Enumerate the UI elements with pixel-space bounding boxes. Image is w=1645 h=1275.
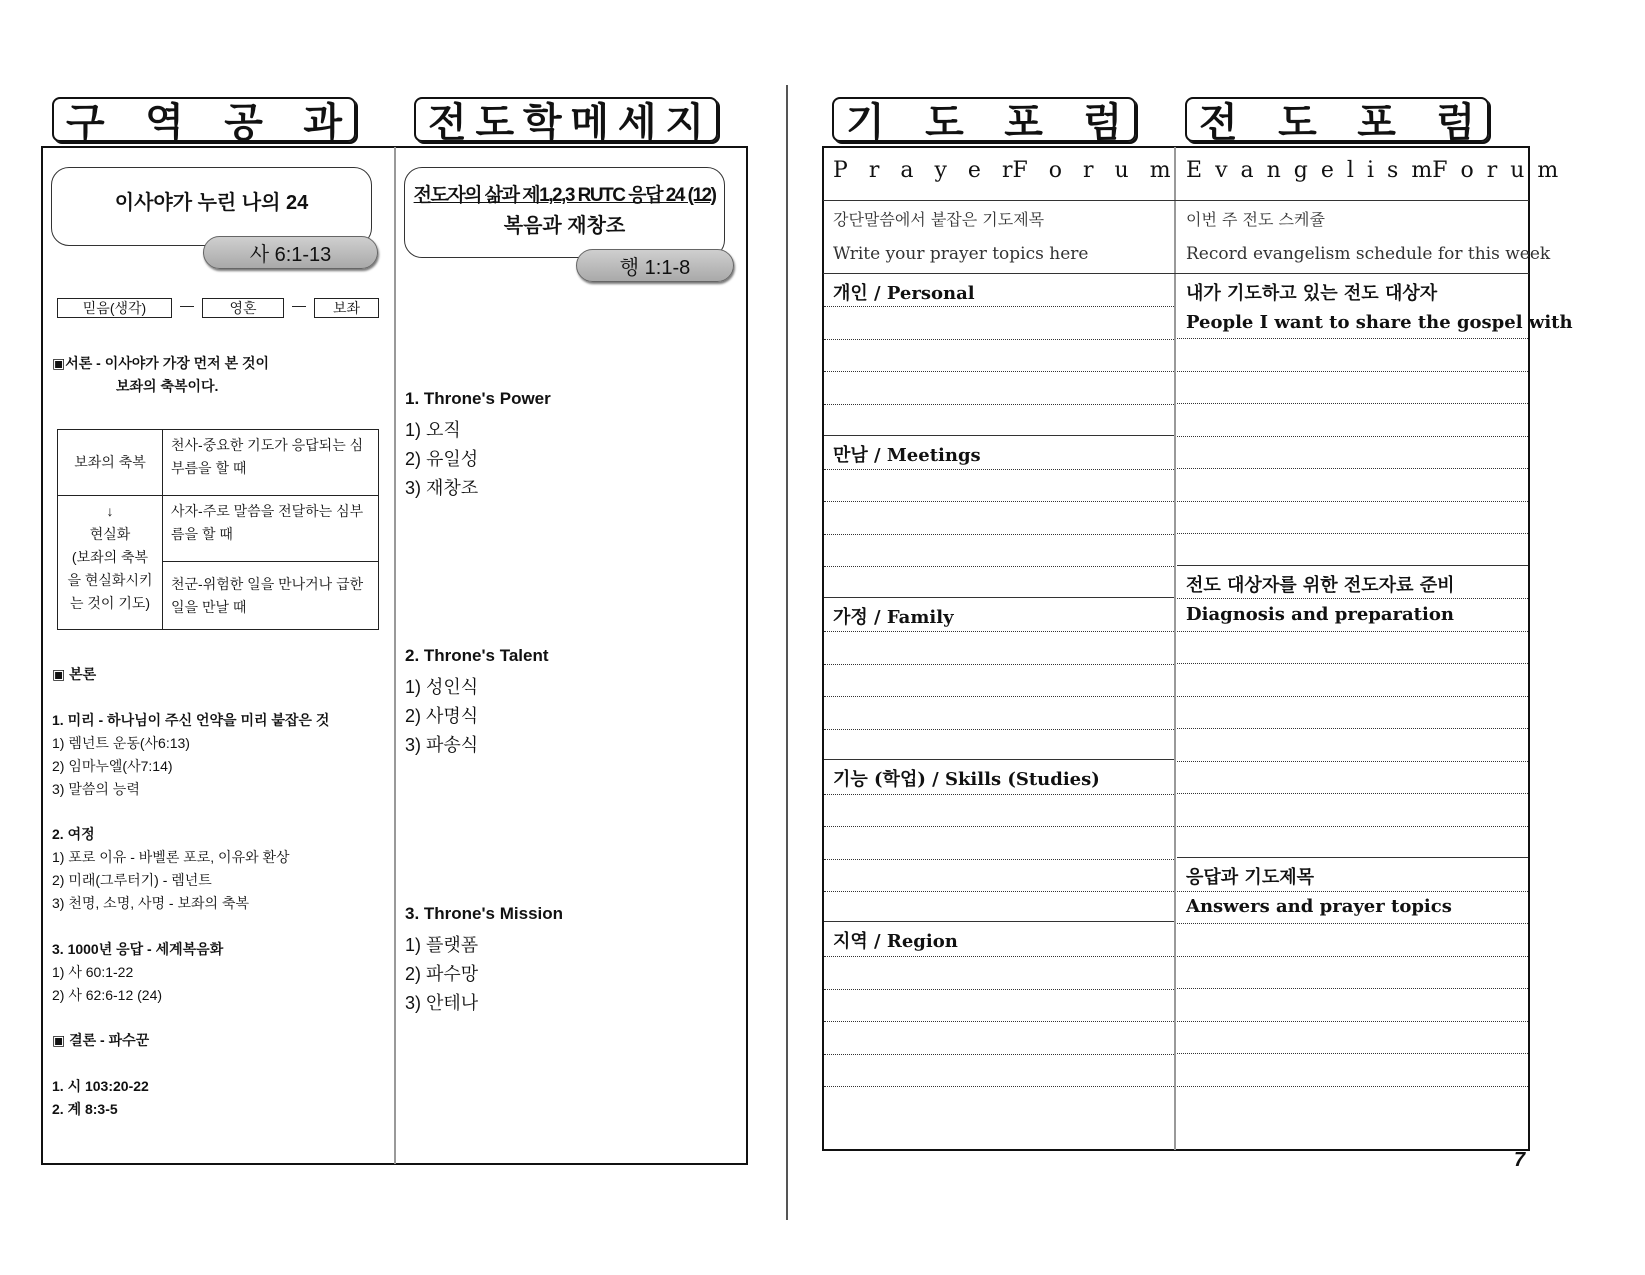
section-1-title: 1. 미리 - 하나님이 주신 언약을 미리 붙잡은 것	[52, 712, 330, 728]
dotted-rule	[1177, 501, 1528, 502]
header-char: 도	[925, 100, 964, 146]
lesson-reference: 사 6:1-13	[203, 236, 378, 269]
prayer-section-personal: 개인 / Personal	[833, 283, 975, 304]
evangelism-forum-title	[1186, 158, 1559, 183]
dotted-rule	[1177, 663, 1528, 664]
conclusion-item: 1. 시 103:20-22	[52, 1078, 149, 1094]
dotted-rule	[1177, 403, 1528, 404]
dotted-rule	[1177, 891, 1528, 892]
dotted-rule	[824, 306, 1174, 307]
section-2-item: 2) 미래(그루터기) - 렘넌트	[52, 872, 212, 888]
header-char: 포	[1004, 100, 1043, 146]
dotted-rule	[824, 664, 1174, 665]
dotted-rule	[824, 1021, 1174, 1022]
header-char: 럼	[1436, 100, 1475, 146]
dotted-rule	[1177, 371, 1528, 372]
blessing-table	[57, 429, 379, 630]
message-section-item: 2) 사명식	[405, 706, 479, 726]
message-reference: 행 1:1-8	[576, 249, 734, 282]
flow-separator: —	[292, 297, 306, 313]
header-evangelism-message	[414, 97, 718, 146]
dotted-rule	[824, 956, 1174, 957]
message-section-item: 1) 성인식	[405, 677, 479, 697]
message-section-item: 2) 유일성	[405, 449, 479, 469]
section-2-item: 3) 천명, 소명, 사명 - 보좌의 축복	[52, 895, 249, 911]
dotted-rule	[824, 371, 1174, 372]
prayer-title-letter: a	[900, 158, 914, 183]
header-char: 공	[224, 100, 263, 146]
dotted-rule	[1177, 1053, 1528, 1054]
dotted-rule	[824, 566, 1174, 567]
body-heading: ▣ 본론	[52, 666, 97, 682]
prayer-subtitle-en: Write your prayer topics here	[833, 244, 1089, 264]
message-section-item: 3) 안테나	[405, 993, 479, 1013]
dotted-rule	[1177, 826, 1528, 827]
evangelism-title-letter: F	[1432, 158, 1448, 183]
page-number: 7	[1514, 1149, 1526, 1171]
header-char: 전	[1199, 100, 1238, 146]
blessing-angel: 천사-중요한 기도가 응답되는 심부름을 할 때	[163, 430, 379, 496]
message-section-title: 1. Throne's Power	[405, 389, 551, 408]
section-3-item: 2) 사 62:6-12 (24)	[52, 987, 163, 1003]
header-char: 포	[1357, 100, 1396, 146]
dotted-rule	[1177, 988, 1528, 989]
prayer-title-letter: y	[934, 158, 947, 183]
dotted-rule	[1177, 956, 1528, 957]
evangelism-title-letter: n	[1266, 158, 1281, 183]
prayer-title-word	[1012, 158, 1170, 183]
prayer-title-letter: u	[1114, 158, 1129, 183]
dotted-rule	[1177, 923, 1528, 924]
intro-line-2: 보좌의 축복이다.	[116, 378, 219, 394]
header-char: 구	[66, 100, 105, 146]
evangelism-title-letter: l	[1346, 158, 1354, 183]
dotted-rule	[1177, 728, 1528, 729]
prayer-title-letter: F	[1012, 158, 1028, 183]
dotted-rule	[824, 729, 1174, 730]
section-3-item: 1) 사 60:1-22	[52, 964, 134, 980]
evangelism-title-word	[1186, 158, 1432, 183]
dotted-rule	[824, 826, 1174, 827]
dotted-rule	[824, 989, 1174, 990]
dotted-rule	[824, 696, 1174, 697]
section-rule	[1177, 565, 1528, 566]
conclusion-item: 2. 계 8:3-5	[52, 1101, 118, 1117]
section-rule	[824, 435, 1174, 436]
blessing-host: 천군-위험한 일을 만나거나 급한 일을 만날 때	[163, 562, 379, 630]
evangelism-title-letter: g	[1293, 158, 1308, 183]
section-rule	[824, 759, 1174, 760]
dotted-rule	[1177, 761, 1528, 762]
evangelism-subtitle-ko: 이번 주 전도 스케쥴	[1186, 210, 1325, 229]
header-cell-study	[52, 97, 356, 146]
prayer-title-letter: P	[833, 158, 848, 183]
dotted-rule	[824, 1054, 1174, 1055]
dotted-rule	[1177, 436, 1528, 437]
intro-line-1: ▣서론 - 이사야가 가장 먼저 본 것이	[52, 355, 270, 371]
message-title: 전도자의 삶과 제1,2,3 RUTC 응답 24 (12)	[413, 184, 716, 206]
evangelism-section-2-ko: 전도 대상자를 위한 전도자료 준비	[1186, 575, 1455, 596]
dotted-rule	[824, 339, 1174, 340]
section-rule	[824, 597, 1174, 598]
evangelism-title-letter: e	[1320, 158, 1334, 183]
evangelism-title-letter: E	[1186, 158, 1203, 183]
flow-box-faith: 믿음(생각)	[57, 298, 172, 318]
evangelism-title-letter: o	[1460, 158, 1474, 183]
section-2-title: 2. 여정	[52, 826, 95, 842]
prayer-title-letter: r	[868, 158, 880, 183]
forum-title-rule	[823, 200, 1529, 201]
evangelism-title-letter: u	[1510, 158, 1525, 183]
dotted-rule	[824, 631, 1174, 632]
message-section-item: 1) 플랫폼	[405, 935, 479, 955]
evangelism-subtitle-en: Record evangelism schedule for this week	[1186, 244, 1551, 264]
lesson-title: 이사야가 누린 나의 24	[114, 192, 309, 214]
lesson-title-box	[51, 167, 372, 246]
forum-subtitle-rule	[823, 273, 1529, 274]
section-2-item: 1) 포로 이유 - 바벨론 포로, 이유와 환상	[52, 849, 290, 865]
header-char: 전	[428, 100, 467, 146]
dotted-rule	[1177, 1021, 1528, 1022]
blessing-label: 보좌의 축복	[58, 430, 163, 496]
blessing-messenger: 사자-주로 말씀을 전달하는 심부름을 할 때	[163, 496, 379, 562]
flow-box-soul: 영혼	[202, 298, 284, 318]
prayer-subtitle-ko: 강단말씀에서 붙잡은 기도제목	[833, 210, 1045, 229]
dotted-rule	[824, 859, 1174, 860]
column-divider	[394, 147, 396, 1164]
prayer-section-family: 가정 / Family	[833, 607, 954, 628]
message-section-item: 3) 파송식	[405, 735, 479, 755]
message-section-item: 1) 오직	[405, 420, 461, 440]
dotted-rule	[1177, 793, 1528, 794]
section-1-item: 1) 렘넌트 운동(사6:13)	[52, 735, 190, 751]
prayer-section-meetings: 만남 / Meetings	[833, 445, 981, 466]
header-char: 럼	[1083, 100, 1122, 146]
message-subtitle: 복음과 재창조	[503, 214, 626, 237]
prayer-title-word	[833, 158, 1012, 183]
message-section-title: 2. Throne's Talent	[405, 646, 549, 665]
dotted-rule	[1177, 1086, 1528, 1087]
dotted-rule	[824, 891, 1174, 892]
message-section-title: 3. Throne's Mission	[405, 904, 564, 923]
header-prayer-forum	[832, 97, 1136, 146]
header-char: 역	[145, 100, 184, 146]
evangelism-title-letter: a	[1240, 158, 1254, 183]
evangelism-title-letter: m	[1537, 158, 1559, 183]
section-1-item: 2) 임마누엘(사7:14)	[52, 758, 173, 774]
section-rule	[1177, 857, 1528, 858]
dotted-rule	[1177, 338, 1528, 339]
header-evangelism-forum	[1185, 97, 1489, 146]
realization-cell: ↓ 현실화 (보좌의 축복을 현실화시키는 것이 기도)	[58, 496, 163, 630]
conclusion-heading: ▣ 결론 - 파수꾼	[52, 1032, 150, 1048]
message-title-box	[404, 167, 725, 258]
evangelism-section-1-en: People I want to share the gospel with	[1186, 312, 1573, 333]
flow-separator: —	[180, 297, 194, 313]
evangelism-title-letter: i	[1366, 158, 1375, 183]
prayer-title-letter: m	[1149, 158, 1171, 183]
dotted-rule	[1177, 631, 1528, 632]
dotted-rule	[1177, 598, 1528, 599]
prayer-title-letter: o	[1048, 158, 1062, 183]
flow-box-throne: 보좌	[314, 298, 379, 318]
header-char: 도	[475, 100, 515, 146]
evangelism-title-letter: r	[1486, 158, 1498, 183]
prayer-title-letter: r	[1001, 158, 1013, 183]
dotted-rule	[1177, 468, 1528, 469]
evangelism-title-word	[1432, 158, 1558, 183]
prayer-title-letter: e	[967, 158, 981, 183]
prayer-title-letter: r	[1082, 158, 1094, 183]
dotted-rule	[824, 469, 1174, 470]
dotted-rule	[824, 501, 1174, 502]
evangelism-title-letter: v	[1215, 158, 1228, 183]
message-section-item: 2) 파수망	[405, 964, 479, 984]
header-char: 메	[570, 100, 610, 146]
forum-divider	[1174, 147, 1176, 1150]
dotted-rule	[1177, 696, 1528, 697]
section-3-title: 3. 1000년 응답 - 세계복음화	[52, 941, 224, 957]
evangelism-section-2-en: Diagnosis and preparation	[1186, 604, 1454, 625]
prayer-section-region: 지역 / Region	[833, 931, 958, 952]
message-section-item: 3) 재창조	[405, 478, 479, 498]
header-char: 과	[303, 100, 342, 146]
section-rule	[824, 921, 1174, 922]
evangelism-title-letter: s	[1387, 158, 1399, 183]
prayer-section-skills: 기능 (학업) / Skills (Studies)	[833, 769, 1100, 790]
page-divider	[786, 85, 788, 1220]
evangelism-section-1-ko: 내가 기도하고 있는 전도 대상자	[1186, 283, 1438, 304]
header-char: 기	[846, 100, 885, 146]
header-char: 도	[1278, 100, 1317, 146]
dotted-rule	[824, 794, 1174, 795]
dotted-rule	[824, 534, 1174, 535]
section-1-item: 3) 말씀의 능력	[52, 781, 140, 797]
dotted-rule	[824, 1086, 1174, 1087]
header-char: 세	[617, 100, 657, 146]
dotted-rule	[1177, 533, 1528, 534]
evangelism-section-3-ko: 응답과 기도제목	[1186, 867, 1314, 888]
evangelism-title-letter: m	[1411, 158, 1433, 183]
prayer-forum-title	[833, 158, 1171, 183]
dotted-rule	[824, 404, 1174, 405]
evangelism-section-3-en: Answers and prayer topics	[1186, 896, 1452, 917]
header-char: 학	[522, 100, 562, 146]
header-char: 지	[665, 100, 704, 146]
